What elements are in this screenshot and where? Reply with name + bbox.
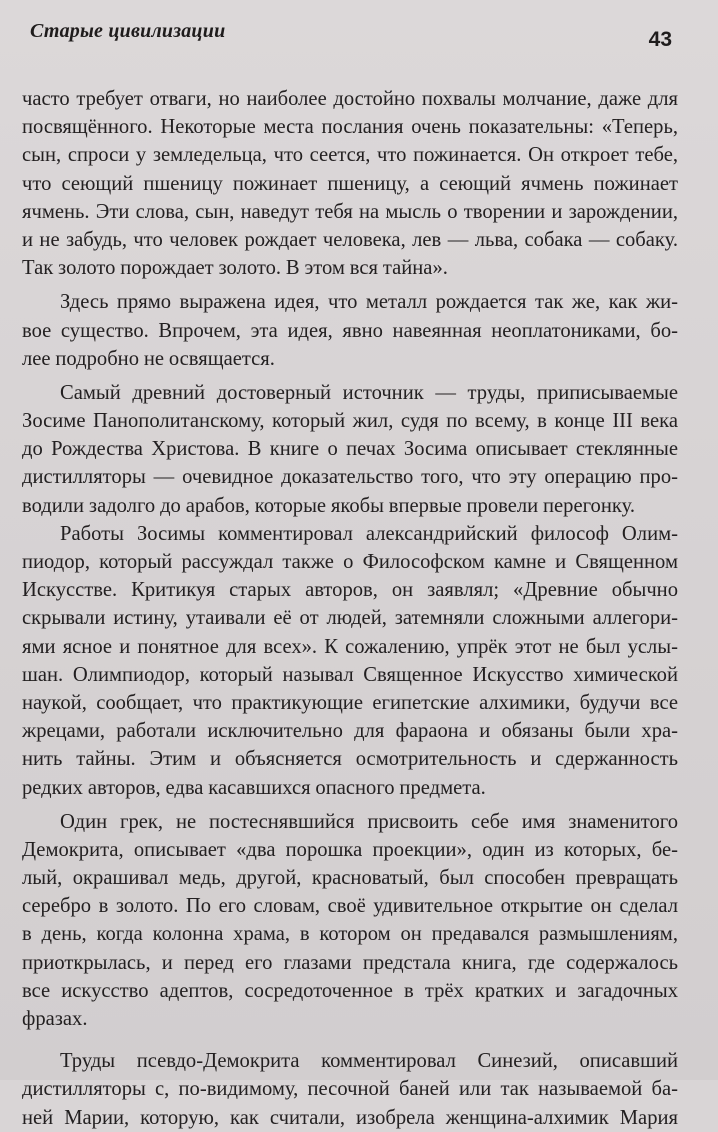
text-line: нить тайны. Этим и объясняется осмотрительность и сдержанность — [22, 748, 678, 771]
text-line: пиодор, который рассуждал также о Философском камне и Священном — [22, 551, 678, 573]
text-line: наукой, сообщает, что практикующие египетские алхимики, будучи все — [22, 691, 678, 714]
text-line: Демокрита, описывает «два порошка проекции», один из которых, бе- — [22, 838, 678, 861]
text-line: ячмень. Эти слова, сын, наведут тебя на мысль о творении и зарождении, — [22, 200, 678, 223]
paragraph — [22, 288, 678, 373]
text-line: Зосиме Панополитанскому, который жил, судя по всему, в конце III века — [22, 410, 678, 433]
text-line: шан. Олимпиодор, который называл Священное Искусство химической — [22, 663, 678, 686]
text-line: фразах. — [22, 1008, 88, 1030]
text-line: скрывали истину, утаивали её от людей, затемняли сложными аллегори- — [22, 607, 678, 630]
text-line: дистилляторы с, по-видимому, песочной баней или так называемой ба- — [22, 1078, 678, 1101]
text-line: сын, спроси у земледельца, что сеется, что пожинается. Он откроет тебе, — [22, 144, 678, 167]
text-line: вое существо. Впрочем, эта идея, явно навеянная неоплатониками, бо- — [22, 319, 678, 342]
text-line: в день, когда колонна храма, в котором он предавался размышлениям, — [22, 923, 678, 946]
text-line: Самый древний достоверный источник — труды, приписываемые — [60, 381, 678, 404]
text-line: лее подробно не освящается. — [22, 347, 275, 370]
text-line: Искусстве. Критикуя старых авторов, он заявлял; «Древние обычно — [22, 579, 678, 602]
text-line: жрецами, работали исключительно для фараона и обязаны были хра- — [22, 720, 678, 743]
text-line: что сеющий пшеницу пожинает пшеницу, а сеющий ячмень пожинает — [22, 172, 678, 195]
text-line: Работы Зосимы комментировал александрийский философ Олим- — [60, 522, 678, 545]
text-line: посвящённого. Некоторые места послания очень показательны: «Теперь, — [22, 116, 678, 139]
text-line: серебро в золото. По его словам, своё удивительное открытие он сделал — [22, 895, 678, 918]
paragraph — [22, 379, 678, 520]
paragraph — [22, 85, 678, 282]
text-line: ями ясное и понятное для всех». К сожалению, упрёк этот не был услы- — [22, 635, 678, 658]
paragraph — [22, 1047, 678, 1132]
text-line: Труды псевдо-Демокрита комментировал Синезий, описавший — [60, 1050, 678, 1073]
text-line: дистилляторы — очевидное доказательство того, что эту операцию про- — [22, 466, 678, 489]
text-line: и не забудь, что человек рождает человека, лев — льва, собака — собаку. — [22, 228, 678, 251]
running-title: Старые цивилизации — [30, 20, 226, 42]
text-line: лый, окрашивал медь, другой, красноватый, был способен превращать — [22, 867, 678, 890]
page-header — [30, 16, 672, 50]
text-line: Так золото порождает золото. В этом вся тайна». — [22, 257, 448, 280]
text-line: часто требует отваги, но наиболее достойно похвалы молчание, даже для — [22, 88, 678, 110]
text-line: ней Марии, которую, как считали, изобрела женщина-алхимик Мария — [22, 1106, 678, 1129]
text-line: водили задолго до арабов, которые якобы впервые провели перегонку. — [22, 494, 635, 517]
text-line: Один грек, не постеснявшийся присвоить себе имя знаменитого — [60, 810, 678, 833]
text-line: приоткрылась, и перед его глазами предстала книга, где содержалось — [22, 951, 678, 974]
text-line: до Рождества Христова. В книге о печах Зосима описывает стеклянные — [22, 438, 678, 461]
text-line: все искусство адептов, сосредоточенное в трёх кратких и загадочных — [22, 979, 678, 1002]
text-line: Здесь прямо выражена идея, что металл рождается так же, как жи- — [60, 291, 678, 314]
body-text — [22, 85, 678, 1132]
paragraph — [22, 808, 678, 1034]
paragraph — [22, 520, 678, 802]
text-line: редких авторов, едва касавшихся опасного предмета. — [22, 776, 486, 799]
page-number: 43 — [648, 28, 672, 51]
